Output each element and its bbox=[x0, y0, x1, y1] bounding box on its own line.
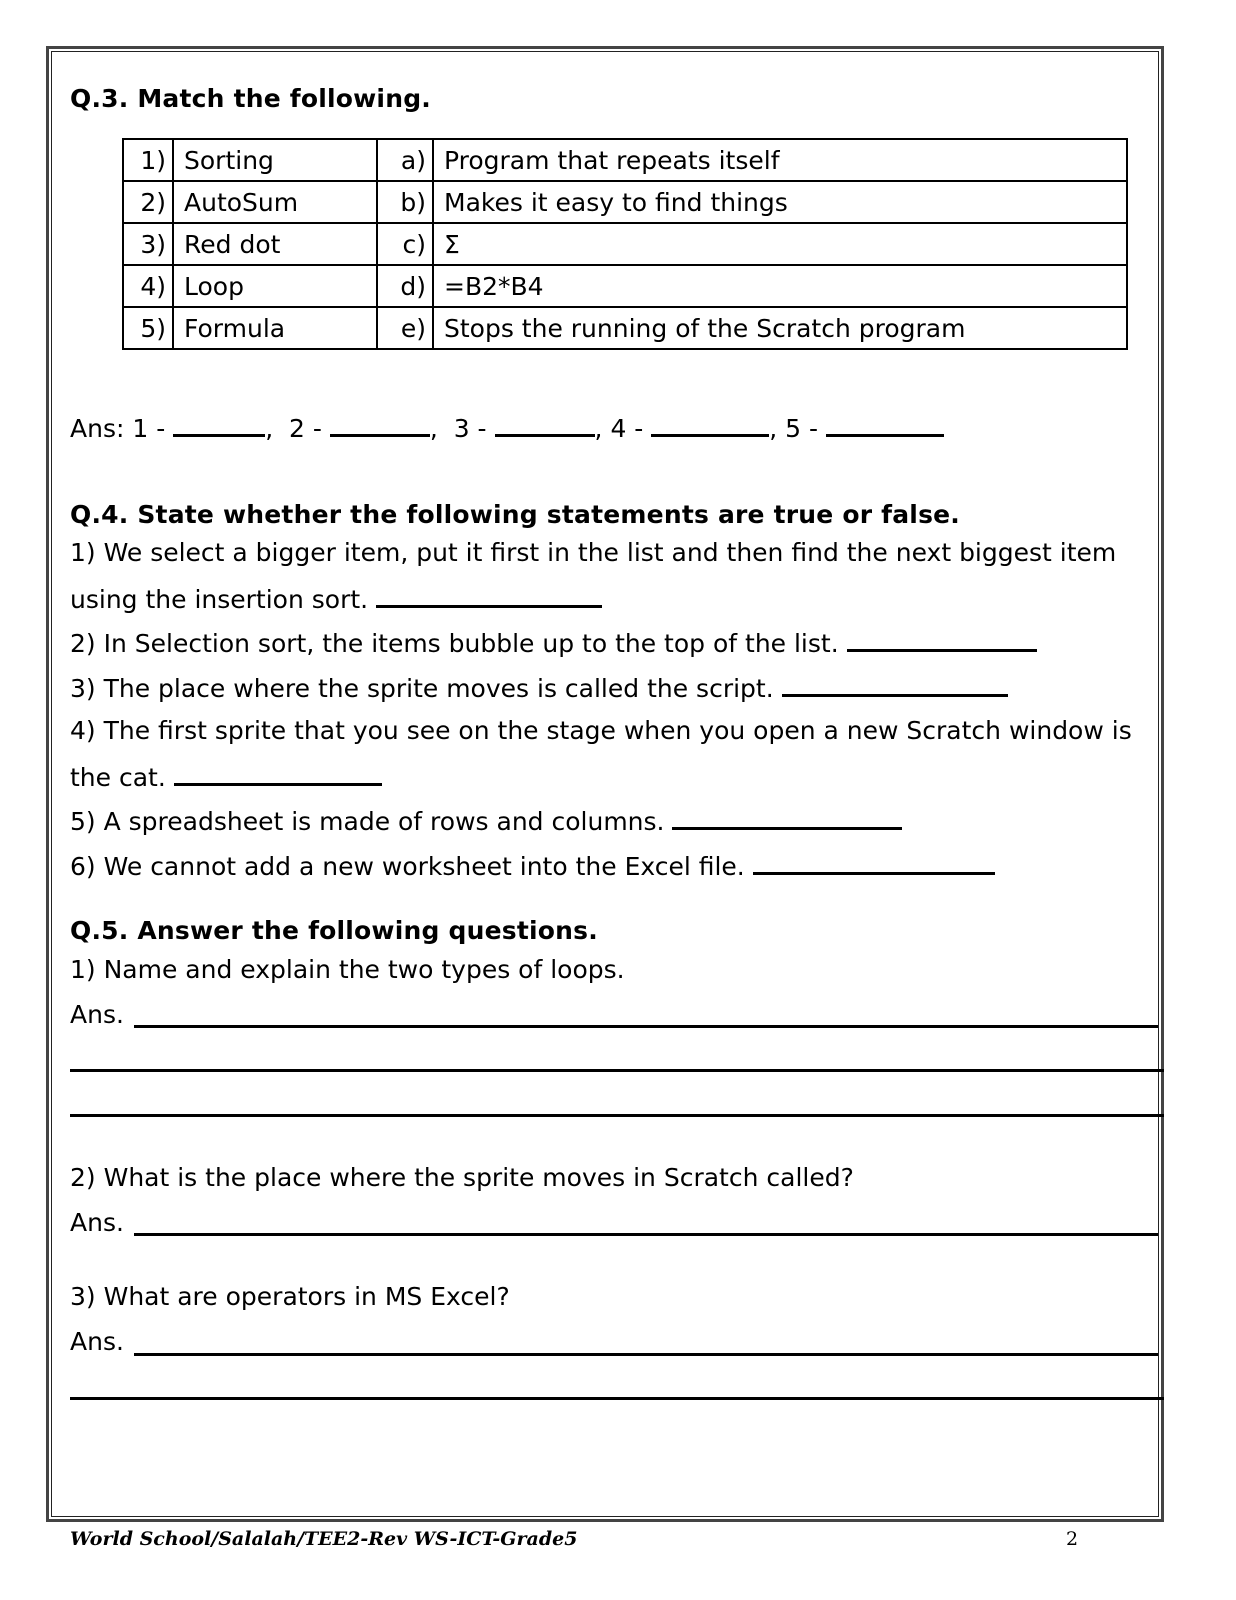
answer-line-1a[interactable] bbox=[134, 1025, 1158, 1028]
match-table bbox=[122, 138, 1128, 350]
true-false-blank-5[interactable] bbox=[672, 805, 902, 830]
answer-blank-5[interactable] bbox=[826, 412, 944, 437]
q4-statement-6 bbox=[70, 850, 995, 881]
row-number: 2) bbox=[123, 181, 173, 223]
q5-question-3: 3) What are operators in MS Excel? bbox=[70, 1282, 510, 1311]
q4-statement-1-cont bbox=[70, 583, 602, 614]
row-letter: e) bbox=[377, 307, 433, 349]
row-number: 4) bbox=[123, 265, 173, 307]
q4-statement-3 bbox=[70, 672, 1008, 703]
q4-title: Q.4. State whether the following statements are true or false. bbox=[70, 500, 960, 529]
answer-line-1b[interactable] bbox=[70, 1069, 1164, 1072]
ans-item-5: 5 - bbox=[785, 414, 819, 443]
table-row bbox=[123, 265, 1127, 307]
statement-text: 6) We cannot add a new worksheet into the Excel file. bbox=[70, 852, 745, 881]
row-definition: Program that repeats itself bbox=[433, 139, 1127, 181]
row-definition: =B2*B4 bbox=[433, 265, 1127, 307]
row-letter: a) bbox=[377, 139, 433, 181]
row-definition: Makes it easy to find things bbox=[433, 181, 1127, 223]
q5-ans-label-1: Ans. bbox=[70, 1000, 124, 1029]
statement-text: 5) A spreadsheet is made of rows and columns. bbox=[70, 807, 665, 836]
answer-blank-2[interactable] bbox=[330, 412, 430, 437]
row-letter: c) bbox=[377, 223, 433, 265]
statement-text: using the insertion sort. bbox=[70, 585, 369, 614]
row-term: Formula bbox=[173, 307, 377, 349]
row-letter: d) bbox=[377, 265, 433, 307]
footer-document-label: World School/Salalah/TEE2-Rev WS-ICT-Grade5 bbox=[70, 1528, 578, 1550]
q4-statement-5 bbox=[70, 805, 902, 836]
row-number: 5) bbox=[123, 307, 173, 349]
q4-statement-4: 4) The first sprite that you see on the stage when you open a new Scratch window is bbox=[70, 716, 1132, 745]
q3-title: Q.3. Match the following. bbox=[70, 84, 431, 113]
answer-line-3a[interactable] bbox=[134, 1353, 1158, 1356]
q4-statement-4-cont bbox=[70, 761, 382, 792]
ans-item-2: 2 - bbox=[289, 414, 322, 443]
page-number: 2 bbox=[1066, 1528, 1079, 1550]
answer-line-2a[interactable] bbox=[134, 1233, 1158, 1236]
statement-text: the cat. bbox=[70, 763, 166, 792]
row-term: Sorting bbox=[173, 139, 377, 181]
statement-text: 3) The place where the sprite moves is called the script. bbox=[70, 674, 774, 703]
answer-blank-4[interactable] bbox=[651, 412, 769, 437]
answer-line-3b[interactable] bbox=[70, 1397, 1164, 1400]
q5-question-1: 1) Name and explain the two types of loops. bbox=[70, 955, 625, 984]
row-letter: b) bbox=[377, 181, 433, 223]
q5-ans-label-3: Ans. bbox=[70, 1327, 124, 1356]
row-term: Red dot bbox=[173, 223, 377, 265]
q4-statement-1: 1) We select a bigger item, put it first in the list and then find the next biggest item bbox=[70, 538, 1117, 567]
q5-ans-label-2: Ans. bbox=[70, 1208, 124, 1237]
row-term: Loop bbox=[173, 265, 377, 307]
answer-blank-1[interactable] bbox=[173, 412, 265, 437]
ans-item-3: 3 - bbox=[453, 414, 487, 443]
row-number: 1) bbox=[123, 139, 173, 181]
ans-label: Ans: bbox=[70, 414, 125, 443]
answer-blank-3[interactable] bbox=[495, 412, 595, 437]
true-false-blank-3[interactable] bbox=[782, 672, 1008, 697]
ans-item-4: 4 - bbox=[610, 414, 644, 443]
row-number: 3) bbox=[123, 223, 173, 265]
answer-line-1c[interactable] bbox=[70, 1114, 1164, 1117]
row-term: AutoSum bbox=[173, 181, 377, 223]
table-row bbox=[123, 223, 1127, 265]
q3-answer-line: Ans: 1 - , 2 - , 3 - , 4 - , 5 - bbox=[70, 412, 944, 443]
table-row bbox=[123, 139, 1127, 181]
row-definition: Σ bbox=[433, 223, 1127, 265]
statement-text: 2) In Selection sort, the items bubble up to the top of the list. bbox=[70, 629, 839, 658]
row-definition: Stops the running of the Scratch program bbox=[433, 307, 1127, 349]
true-false-blank-1[interactable] bbox=[376, 583, 602, 608]
table-row bbox=[123, 307, 1127, 349]
q4-statement-2 bbox=[70, 627, 1037, 658]
table-row bbox=[123, 181, 1127, 223]
true-false-blank-2[interactable] bbox=[847, 627, 1037, 652]
q5-title: Q.5. Answer the following questions. bbox=[70, 916, 598, 945]
ans-item-1: 1 - bbox=[132, 414, 166, 443]
q5-question-2: 2) What is the place where the sprite moves in Scratch called? bbox=[70, 1163, 854, 1192]
true-false-blank-6[interactable] bbox=[753, 850, 995, 875]
true-false-blank-4[interactable] bbox=[174, 761, 382, 786]
